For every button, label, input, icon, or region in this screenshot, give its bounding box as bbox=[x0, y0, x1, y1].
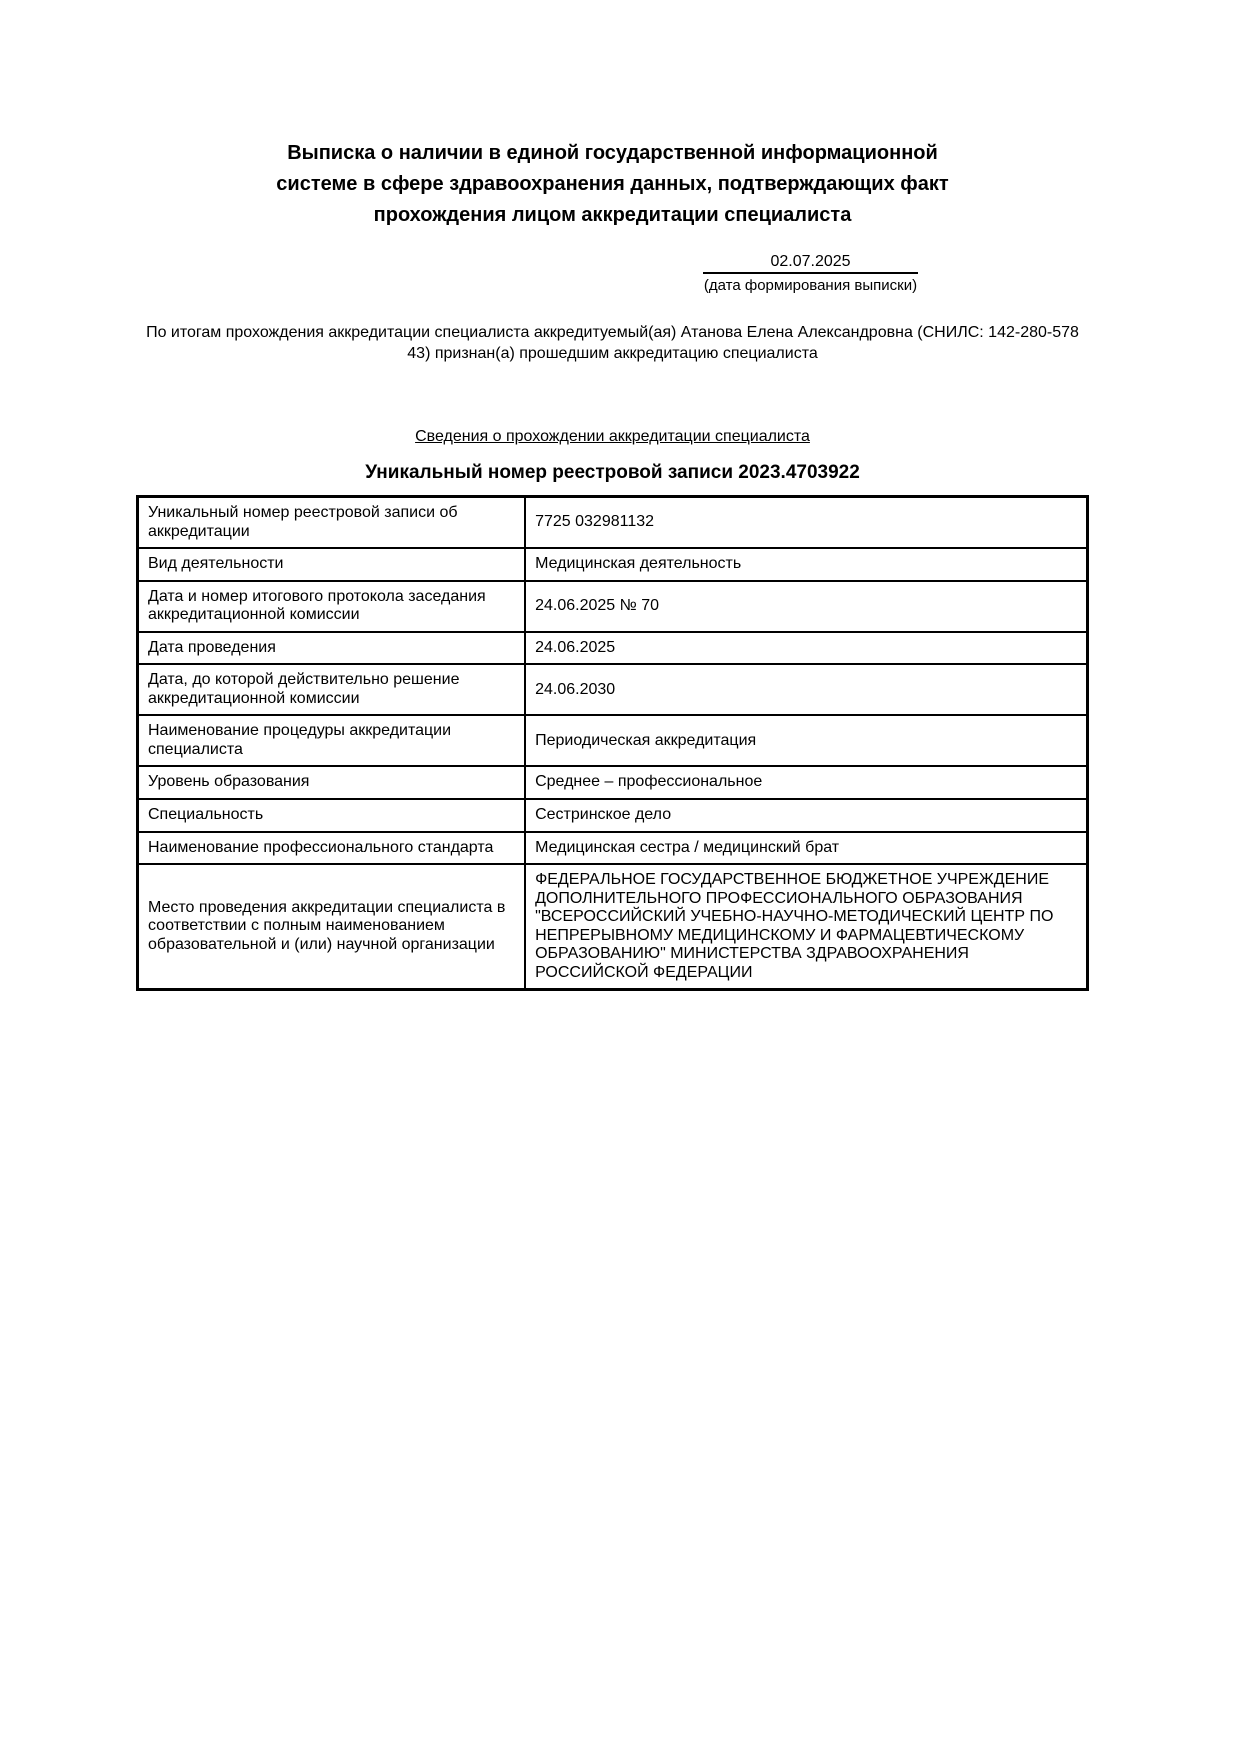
row-label: Место проведения аккредитации специалиста в соответствии с полным наименованием образовательной и (или) научной организации bbox=[138, 864, 526, 990]
row-value: 7725 032981132 bbox=[525, 497, 1087, 549]
table-row bbox=[138, 799, 1088, 832]
section-header: Сведения о прохождении аккредитации специалиста bbox=[415, 428, 810, 445]
row-value: 24.06.2030 bbox=[525, 664, 1087, 715]
document-title: Выписка о наличии в единой государственной информационной системе в сфере здравоохранения данных, подтверждающих факт прохождения лицом аккредитации специалиста bbox=[276, 142, 949, 226]
row-label: Наименование процедуры аккредитации специалиста bbox=[138, 715, 526, 766]
table-row bbox=[138, 664, 1088, 715]
row-label: Дата и номер итогового протокола заседания аккредитационной комиссии bbox=[138, 581, 526, 632]
date-caption: (дата формирования выписки) bbox=[703, 277, 918, 294]
table-row bbox=[138, 548, 1088, 581]
row-label: Дата, до которой действительно решение аккредитационной комиссии bbox=[138, 664, 526, 715]
table-row bbox=[138, 864, 1088, 990]
row-value: Сестринское дело bbox=[525, 799, 1087, 832]
row-label: Дата проведения bbox=[138, 632, 526, 665]
intro-paragraph: По итогам прохождения аккредитации специалиста аккредитуемый(ая) Атанова Елена Александровна (СНИЛС: 142-280-578 43) признан(а) прошедшим аккредитацию специалиста bbox=[146, 324, 1079, 362]
row-value: Медицинская деятельность bbox=[525, 548, 1087, 581]
table-row bbox=[138, 632, 1088, 665]
row-value: 24.06.2025 № 70 bbox=[525, 581, 1087, 632]
row-label: Специальность bbox=[138, 799, 526, 832]
table-row bbox=[138, 581, 1088, 632]
table-row bbox=[138, 715, 1088, 766]
extract-date: 02.07.2025 bbox=[703, 253, 918, 274]
row-label: Уникальный номер реестровой записи об аккредитации bbox=[138, 497, 526, 549]
row-value: Среднее – профессиональное bbox=[525, 766, 1087, 799]
row-value: 24.06.2025 bbox=[525, 632, 1087, 665]
table-row bbox=[138, 766, 1088, 799]
record-number-header: Уникальный номер реестровой записи 2023.4703922 bbox=[365, 462, 860, 483]
document-content bbox=[136, 0, 1089, 991]
table-row bbox=[138, 832, 1088, 865]
row-value: Периодическая аккредитация bbox=[525, 715, 1087, 766]
table-row bbox=[138, 497, 1088, 549]
row-value: Медицинская сестра / медицинский брат bbox=[525, 832, 1087, 865]
row-label: Уровень образования bbox=[138, 766, 526, 799]
row-value: ФЕДЕРАЛЬНОЕ ГОСУДАРСТВЕННОЕ БЮДЖЕТНОЕ УЧРЕЖДЕНИЕ ДОПОЛНИТЕЛЬНОГО ПРОФЕССИОНАЛЬНОГО ОБРАЗОВАНИЯ "ВСЕРОССИЙСКИЙ УЧЕБНО-НАУЧНО-МЕТОДИЧЕСКИЙ ЦЕНТР ПО НЕПРЕРЫВНОМУ МЕДИЦИНСКОМУ И ФАРМАЦЕВТИЧЕСКОМУ ОБРАЗОВАНИЮ" МИНИСТЕРСТВА ЗДРАВООХРАНЕНИЯ РОССИЙСКОЙ ФЕДЕРАЦИИ bbox=[525, 864, 1087, 990]
row-label: Наименование профессионального стандарта bbox=[138, 832, 526, 865]
row-label: Вид деятельности bbox=[138, 548, 526, 581]
accreditation-table bbox=[136, 495, 1089, 991]
